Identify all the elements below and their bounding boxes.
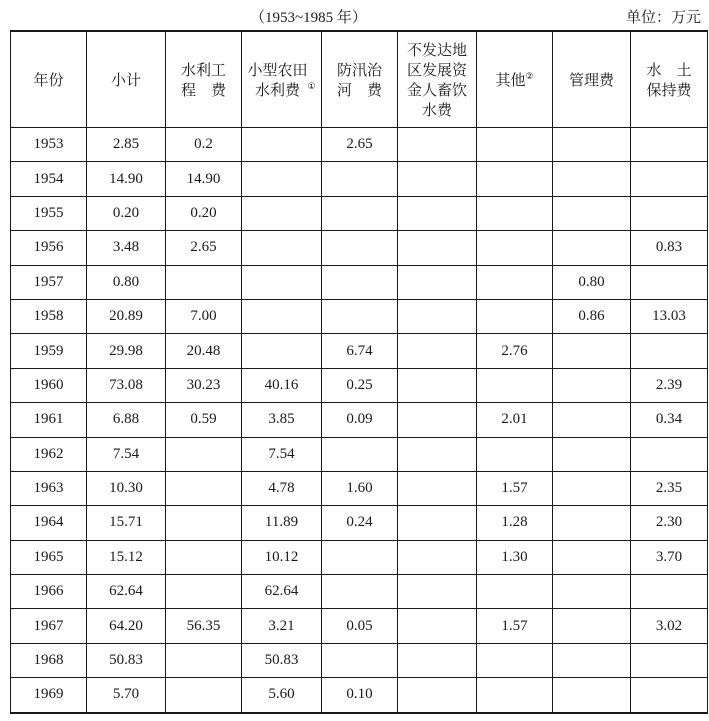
value-cell: 3.70 xyxy=(631,540,708,574)
table-header xyxy=(11,31,708,128)
value-cell: 2.39 xyxy=(631,368,708,402)
table-caption xyxy=(0,6,709,28)
value-cell: 0.05 xyxy=(322,609,398,643)
value-cell xyxy=(553,403,631,437)
value-cell xyxy=(322,437,398,471)
column-header xyxy=(11,31,87,128)
value-cell xyxy=(166,575,242,609)
value-cell: 6.74 xyxy=(322,334,398,368)
value-cell xyxy=(398,403,477,437)
value-cell: 7.00 xyxy=(166,299,242,333)
table-row xyxy=(11,540,708,574)
value-cell xyxy=(242,128,322,162)
value-cell: 3.85 xyxy=(242,403,322,437)
value-cell xyxy=(166,643,242,677)
column-header-label: 水 土 保持费 xyxy=(646,60,692,99)
value-cell: 0.20 xyxy=(166,196,242,230)
value-cell xyxy=(398,128,477,162)
value-cell xyxy=(322,643,398,677)
value-cell: 40.16 xyxy=(242,368,322,402)
column-header xyxy=(322,31,398,128)
column-header-label: 水利工 程 费 xyxy=(180,60,226,99)
year-cell: 1961 xyxy=(11,403,87,437)
value-cell xyxy=(553,196,631,230)
value-cell xyxy=(553,162,631,196)
value-cell xyxy=(477,678,553,713)
column-header-label: 小计 xyxy=(110,70,141,89)
value-cell: 20.48 xyxy=(166,334,242,368)
value-cell: 0.10 xyxy=(322,678,398,713)
value-cell: 0.59 xyxy=(166,403,242,437)
value-cell: 3.21 xyxy=(242,609,322,643)
column-header-label: 年份 xyxy=(33,70,64,89)
value-cell: 56.35 xyxy=(166,609,242,643)
column-header-label: 防汛治 河 费 xyxy=(336,60,382,99)
column-header xyxy=(242,31,322,128)
column-header xyxy=(553,31,631,128)
value-cell: 0.80 xyxy=(553,265,631,299)
value-cell: 5.60 xyxy=(242,678,322,713)
value-cell: 0.34 xyxy=(631,403,708,437)
year-cell: 1969 xyxy=(11,678,87,713)
value-cell xyxy=(398,678,477,713)
value-cell xyxy=(242,334,322,368)
value-cell xyxy=(553,506,631,540)
value-cell xyxy=(398,334,477,368)
value-cell: 6.88 xyxy=(87,403,166,437)
value-cell xyxy=(477,643,553,677)
value-cell: 0.24 xyxy=(322,506,398,540)
value-cell xyxy=(322,540,398,574)
value-cell: 3.48 xyxy=(87,231,166,265)
table-row xyxy=(11,609,708,643)
column-header-label: 小型农田 水利费 xyxy=(247,60,308,99)
value-cell xyxy=(398,368,477,402)
value-cell xyxy=(398,299,477,333)
value-cell xyxy=(322,162,398,196)
table-row xyxy=(11,506,708,540)
table-row xyxy=(11,162,708,196)
table-body xyxy=(11,128,708,713)
value-cell xyxy=(553,540,631,574)
table-row xyxy=(11,643,708,677)
value-cell xyxy=(242,265,322,299)
value-cell: 2.85 xyxy=(87,128,166,162)
column-header-label: 管理费 xyxy=(568,70,614,89)
value-cell xyxy=(477,196,553,230)
value-cell xyxy=(631,162,708,196)
value-cell xyxy=(166,265,242,299)
value-cell: 0.86 xyxy=(553,299,631,333)
value-cell: 1.57 xyxy=(477,609,553,643)
period-label: （1953~1985 年） xyxy=(250,10,367,26)
value-cell xyxy=(631,437,708,471)
value-cell: 14.90 xyxy=(87,162,166,196)
value-cell xyxy=(322,231,398,265)
value-cell: 11.89 xyxy=(242,506,322,540)
value-cell: 73.08 xyxy=(87,368,166,402)
value-cell: 62.64 xyxy=(242,575,322,609)
column-header xyxy=(477,31,553,128)
value-cell: 14.90 xyxy=(166,162,242,196)
table-row xyxy=(11,299,708,333)
year-cell: 1966 xyxy=(11,575,87,609)
value-cell xyxy=(398,506,477,540)
year-cell: 1957 xyxy=(11,265,87,299)
value-cell xyxy=(553,609,631,643)
expenditure-table xyxy=(10,30,708,714)
value-cell xyxy=(477,231,553,265)
year-cell: 1956 xyxy=(11,231,87,265)
table-row xyxy=(11,575,708,609)
column-header xyxy=(631,31,708,128)
year-cell: 1965 xyxy=(11,540,87,574)
value-cell xyxy=(553,471,631,505)
value-cell xyxy=(477,162,553,196)
table-row xyxy=(11,128,708,162)
column-header-label: 其他 xyxy=(495,70,526,89)
value-cell xyxy=(553,128,631,162)
value-cell: 30.23 xyxy=(166,368,242,402)
value-cell xyxy=(166,437,242,471)
value-cell xyxy=(398,471,477,505)
value-cell xyxy=(631,334,708,368)
value-cell: 4.78 xyxy=(242,471,322,505)
value-cell: 2.65 xyxy=(322,128,398,162)
value-cell xyxy=(398,162,477,196)
value-cell: 0.20 xyxy=(87,196,166,230)
value-cell xyxy=(322,299,398,333)
year-cell: 1959 xyxy=(11,334,87,368)
value-cell xyxy=(398,231,477,265)
value-cell xyxy=(553,643,631,677)
value-cell xyxy=(477,368,553,402)
value-cell: 2.65 xyxy=(166,231,242,265)
value-cell xyxy=(166,471,242,505)
table-row xyxy=(11,334,708,368)
value-cell xyxy=(166,540,242,574)
value-cell: 2.35 xyxy=(631,471,708,505)
year-cell: 1960 xyxy=(11,368,87,402)
value-cell xyxy=(477,128,553,162)
value-cell xyxy=(553,575,631,609)
value-cell: 13.03 xyxy=(631,299,708,333)
table-row xyxy=(11,678,708,713)
value-cell xyxy=(398,575,477,609)
value-cell: 1.28 xyxy=(477,506,553,540)
year-cell: 1953 xyxy=(11,128,87,162)
value-cell: 1.57 xyxy=(477,471,553,505)
value-cell: 2.76 xyxy=(477,334,553,368)
value-cell xyxy=(477,575,553,609)
value-cell: 0.09 xyxy=(322,403,398,437)
value-cell xyxy=(242,196,322,230)
value-cell xyxy=(553,437,631,471)
year-cell: 1958 xyxy=(11,299,87,333)
year-cell: 1963 xyxy=(11,471,87,505)
value-cell xyxy=(631,128,708,162)
value-cell: 29.98 xyxy=(87,334,166,368)
header-row xyxy=(11,31,708,128)
value-cell: 62.64 xyxy=(87,575,166,609)
value-cell: 3.02 xyxy=(631,609,708,643)
unit-label: 单位：万元 xyxy=(625,8,701,26)
value-cell: 0.25 xyxy=(322,368,398,402)
table-row xyxy=(11,471,708,505)
value-cell: 15.12 xyxy=(87,540,166,574)
year-cell: 1964 xyxy=(11,506,87,540)
value-cell: 7.54 xyxy=(87,437,166,471)
value-cell xyxy=(553,231,631,265)
value-cell xyxy=(477,299,553,333)
value-cell: 1.60 xyxy=(322,471,398,505)
footnote-marker: ① xyxy=(307,81,316,92)
value-cell: 7.54 xyxy=(242,437,322,471)
value-cell: 15.71 xyxy=(87,506,166,540)
year-cell: 1954 xyxy=(11,162,87,196)
column-header-label: 不发达地 区发展资 金人畜饮 水费 xyxy=(406,40,467,119)
value-cell xyxy=(631,196,708,230)
value-cell: 5.70 xyxy=(87,678,166,713)
value-cell xyxy=(398,609,477,643)
value-cell xyxy=(166,678,242,713)
column-header xyxy=(87,31,166,128)
table-row xyxy=(11,265,708,299)
value-cell: 0.80 xyxy=(87,265,166,299)
value-cell xyxy=(631,678,708,713)
value-cell xyxy=(166,506,242,540)
table-row xyxy=(11,196,708,230)
value-cell xyxy=(553,678,631,713)
value-cell xyxy=(242,162,322,196)
value-cell: 20.89 xyxy=(87,299,166,333)
value-cell xyxy=(242,231,322,265)
footnote-marker: ② xyxy=(525,71,534,82)
year-cell: 1968 xyxy=(11,643,87,677)
value-cell xyxy=(398,265,477,299)
value-cell: 2.01 xyxy=(477,403,553,437)
column-header xyxy=(398,31,477,128)
year-cell: 1967 xyxy=(11,609,87,643)
year-cell: 1955 xyxy=(11,196,87,230)
value-cell xyxy=(398,643,477,677)
value-cell: 2.30 xyxy=(631,506,708,540)
value-cell xyxy=(477,265,553,299)
value-cell xyxy=(242,299,322,333)
value-cell xyxy=(553,334,631,368)
table-row xyxy=(11,403,708,437)
value-cell xyxy=(398,540,477,574)
value-cell: 50.83 xyxy=(242,643,322,677)
value-cell xyxy=(631,265,708,299)
column-header xyxy=(166,31,242,128)
value-cell xyxy=(398,437,477,471)
value-cell xyxy=(477,437,553,471)
value-cell xyxy=(631,643,708,677)
value-cell xyxy=(322,196,398,230)
year-cell: 1962 xyxy=(11,437,87,471)
value-cell xyxy=(553,368,631,402)
value-cell: 10.30 xyxy=(87,471,166,505)
value-cell xyxy=(322,575,398,609)
table-row xyxy=(11,437,708,471)
value-cell: 10.12 xyxy=(242,540,322,574)
value-cell: 1.30 xyxy=(477,540,553,574)
value-cell xyxy=(322,265,398,299)
value-cell xyxy=(631,575,708,609)
table-row xyxy=(11,368,708,402)
value-cell: 64.20 xyxy=(87,609,166,643)
value-cell: 0.83 xyxy=(631,231,708,265)
value-cell: 50.83 xyxy=(87,643,166,677)
value-cell: 0.2 xyxy=(166,128,242,162)
value-cell xyxy=(398,196,477,230)
table-row xyxy=(11,231,708,265)
